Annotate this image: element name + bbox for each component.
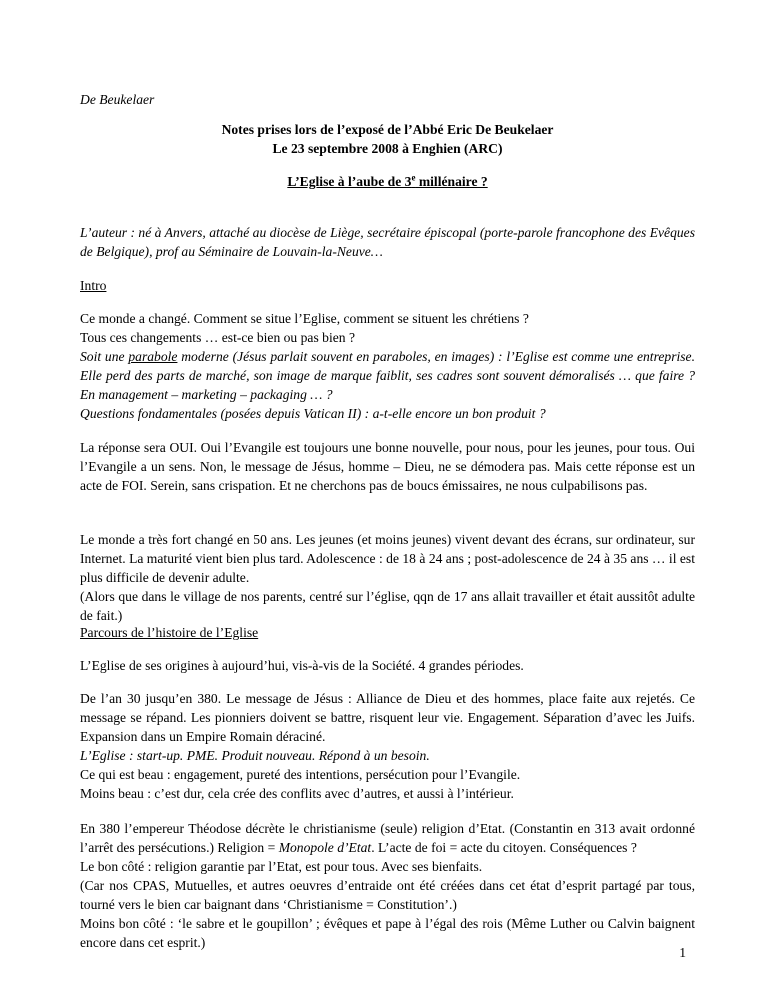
history-heading: Parcours de l’histoire de l’Eglise — [80, 625, 259, 640]
period-2-pre: En 380 l’empereur Théodose décrète le christianisme (seule) religion d’Etat. (Constantin en 313 avait ordonné l’arrêt des persécutions.) Religion = — [80, 821, 695, 855]
period-2-intro — [80, 819, 695, 857]
intro-heading: Intro — [80, 278, 107, 293]
world-changed-block — [80, 530, 695, 625]
document-title — [80, 172, 695, 191]
period-2-cpas: (Car nos CPAS, Mutuelles, et autres oeuvres d’entraide ont été créées dans cet état d’esprit partagé par tous, tourné vers le bien car baignant dans ‘Christianisme = Constitution’.) — [80, 878, 695, 912]
title-underlined — [287, 174, 487, 189]
title-before: L’Eglise à l’aube de 3 — [287, 174, 412, 189]
intro-line-1: Ce monde a changé. Comment se situe l’Eglise, comment se situent les chrétiens ? — [80, 311, 529, 326]
period-1-good: Ce qui est beau : engagement, pureté des intentions, persécution pour l’Evangile. — [80, 767, 521, 782]
intro-block — [80, 309, 695, 423]
period-2-italic: Monopole d’Etat — [278, 840, 372, 855]
answer-paragraph: La réponse sera OUI. Oui l’Evangile est toujours une bonne nouvelle, pour nous, pour les jeunes, pour tous. Oui l’Evangile a un sens. Non, le message de Jésus, homme – Dieu, ne se démodera pas. Mais cette réponse est un acte de FOI. Serein, sans crispation. Et ne cherchons pas de boucs émissaires, ne nous culpabilisons pas. — [80, 440, 695, 493]
period-1-italic: L’Eglise : start-up. PME. Produit nouveau. Répond à un besoin. — [80, 748, 430, 763]
parable-pre: Soit une — [80, 349, 129, 364]
period-2-bad: Moins bon côté : ‘le sabre et le goupillon’ ; évêques et pape à l’égal des rois (Même Luther ou Calvin baignent encore dans cet esprit.) — [80, 916, 695, 950]
period-2-good: Le bon côté : religion garantie par l’Etat, est pour tous. Avec ses bienfaits. — [80, 859, 483, 874]
intro-line-2: Tous ces changements … est-ce bien ou pas bien ? — [80, 330, 355, 345]
author-header: De Beukelaer — [80, 92, 155, 107]
period-1-text: De l’an 30 jusqu’en 380. Le message de Jésus : Alliance de Dieu et des hommes, place faite aux rejetés. Ce message se répand. Les pionniers doivent se battre, risquent leur vie. Engagement. Séparation d’avec les Juifs. Expansion dans un Empire Romain déraciné. — [80, 691, 695, 744]
world-changed-paragraph: Le monde a très fort changé en 50 ans. Les jeunes (et moins jeunes) vivent devant des écrans, sur ordinateur, sur Internet. La maturité vient bien plus tard. Adolescence : de 18 à 24 ans ; post-adolescence de 24 à 35 ans … il est plus difficile de devenir adulte. — [80, 532, 695, 585]
period-1-block — [80, 689, 695, 803]
title-superscript: e — [411, 172, 416, 183]
history-overview: L’Eglise de ses origines à aujourd’hui, vis-à-vis de la Société. 4 grandes périodes. — [80, 658, 524, 673]
period-2-block — [80, 819, 695, 952]
period-1-bad: Moins beau : c’est dur, cela crée des conflits avec d’autres, et aussi à l’intérieur. — [80, 786, 514, 801]
parable-word: parabole — [128, 349, 178, 364]
village-paragraph: (Alors que dans le village de nos parents, centré sur l’église, qqn de 17 ans allait travailler et était aussitôt adulte de fait.) — [80, 589, 695, 623]
author-note: L’auteur : né à Anvers, attaché au diocèse de Liège, secrétaire épiscopal (porte-parole francophone des Evêques de Belgique), prof au Séminaire de Louvain-la-Neuve… — [80, 225, 695, 259]
period-2-post: . L’acte de foi = acte du citoyen. Conséquences ? — [371, 840, 637, 855]
page-number: 1 — [679, 945, 686, 960]
parable-paragraph — [80, 347, 695, 404]
title-after: millénaire ? — [415, 174, 488, 189]
questions-line: Questions fondamentales (posées depuis Vatican II) : a-t-elle encore un bon produit ? — [80, 406, 546, 421]
parable-post: moderne (Jésus parlait souvent en paraboles, en images) : l’Eglise est comme une entreprise. Elle perd des parts de marché, son image de marque faiblit, ses cadres sont souvent démoralisés … que faire ? En management – marketing – packaging … ? — [80, 349, 695, 402]
heading-line-2: Le 23 septembre 2008 à Enghien (ARC) — [272, 141, 503, 156]
heading-line-1: Notes prises lors de l’exposé de l’Abbé Eric De Beukelaer — [221, 122, 554, 137]
